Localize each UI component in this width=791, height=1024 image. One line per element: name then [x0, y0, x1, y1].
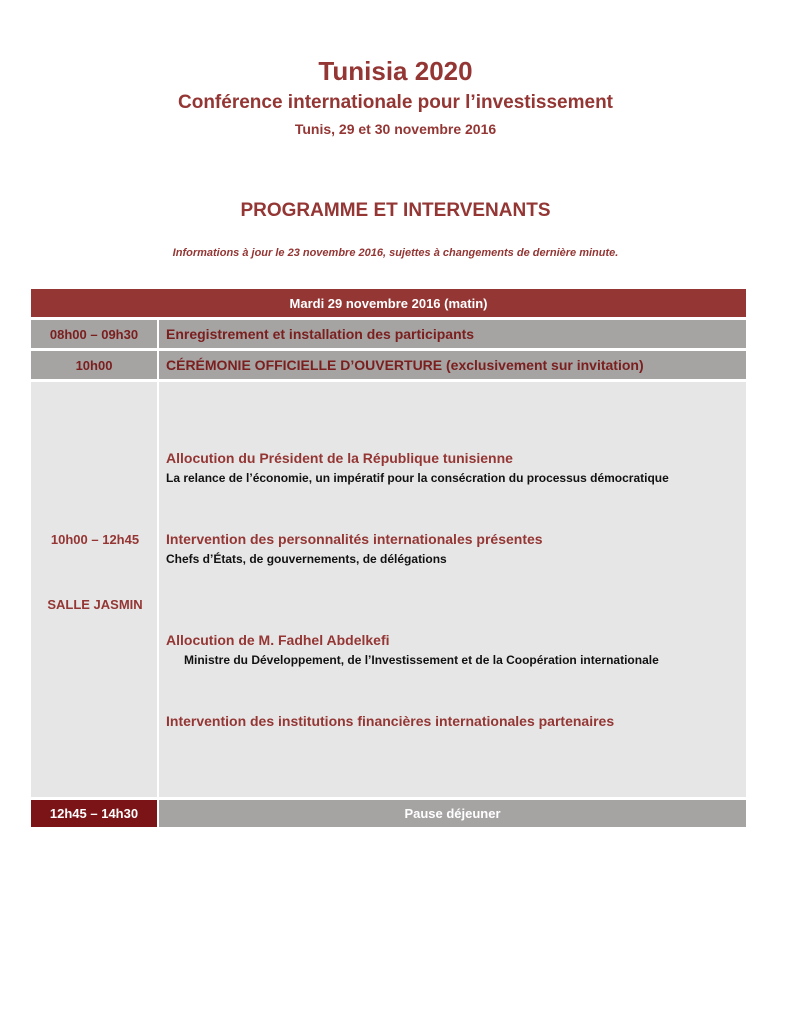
- session-time: 10h00 – 12h45: [50, 532, 140, 547]
- row-label: CÉRÉMONIE OFFICIELLE D’OUVERTURE (exclusivement sur invitation): [159, 351, 746, 382]
- session-room: SALLE JASMIN: [47, 597, 143, 612]
- day-header: Mardi 29 novembre 2016 (matin): [31, 289, 746, 320]
- session-items-cell: [159, 382, 746, 800]
- session-item: [166, 450, 669, 485]
- conference-date-place: Tunis, 29 et 30 novembre 2016: [294, 121, 497, 137]
- session-item: [166, 713, 614, 729]
- table-row: [31, 320, 746, 351]
- item-subtitle: La relance de l’économie, un impératif pour la consécration du processus démocratique: [166, 471, 669, 485]
- session-item: [166, 632, 659, 667]
- lunch-row: [31, 800, 746, 827]
- programme-table: [31, 289, 746, 827]
- item-title: Allocution de M. Fadhel Abdelkefi: [166, 632, 390, 648]
- session-time-cell: [31, 382, 159, 800]
- item-subtitle: Chefs d’États, de gouvernements, de délégations: [166, 552, 447, 566]
- item-title: Allocution du Président de la République tunisienne: [166, 450, 513, 466]
- item-title: Intervention des institutions financières internationales partenaires: [166, 713, 615, 729]
- section-title: PROGRAMME ET INTERVENANTS: [240, 200, 551, 221]
- row-time: 10h00: [31, 351, 159, 382]
- item-title: Intervention des personnalités internationales présentes: [166, 531, 543, 547]
- lunch-time: 12h45 – 14h30: [31, 800, 159, 827]
- session-item: [166, 531, 543, 566]
- row-label: Enregistrement et installation des participants: [159, 320, 746, 351]
- update-note: Informations à jour le 23 novembre 2016, sujettes à changements de dernière minute.: [172, 247, 619, 259]
- lunch-label: Pause déjeuner: [159, 800, 746, 827]
- item-subtitle: Ministre du Développement, de l’Investissement et de la Coopération internationale: [184, 653, 659, 667]
- table-row: [31, 351, 746, 382]
- session-row: [31, 382, 746, 800]
- day-header-row: [31, 289, 746, 320]
- conference-title: Tunisia 2020: [318, 56, 473, 86]
- conference-subtitle: Conférence internationale pour l’investissement: [178, 92, 613, 113]
- row-time: 08h00 – 09h30: [31, 320, 159, 351]
